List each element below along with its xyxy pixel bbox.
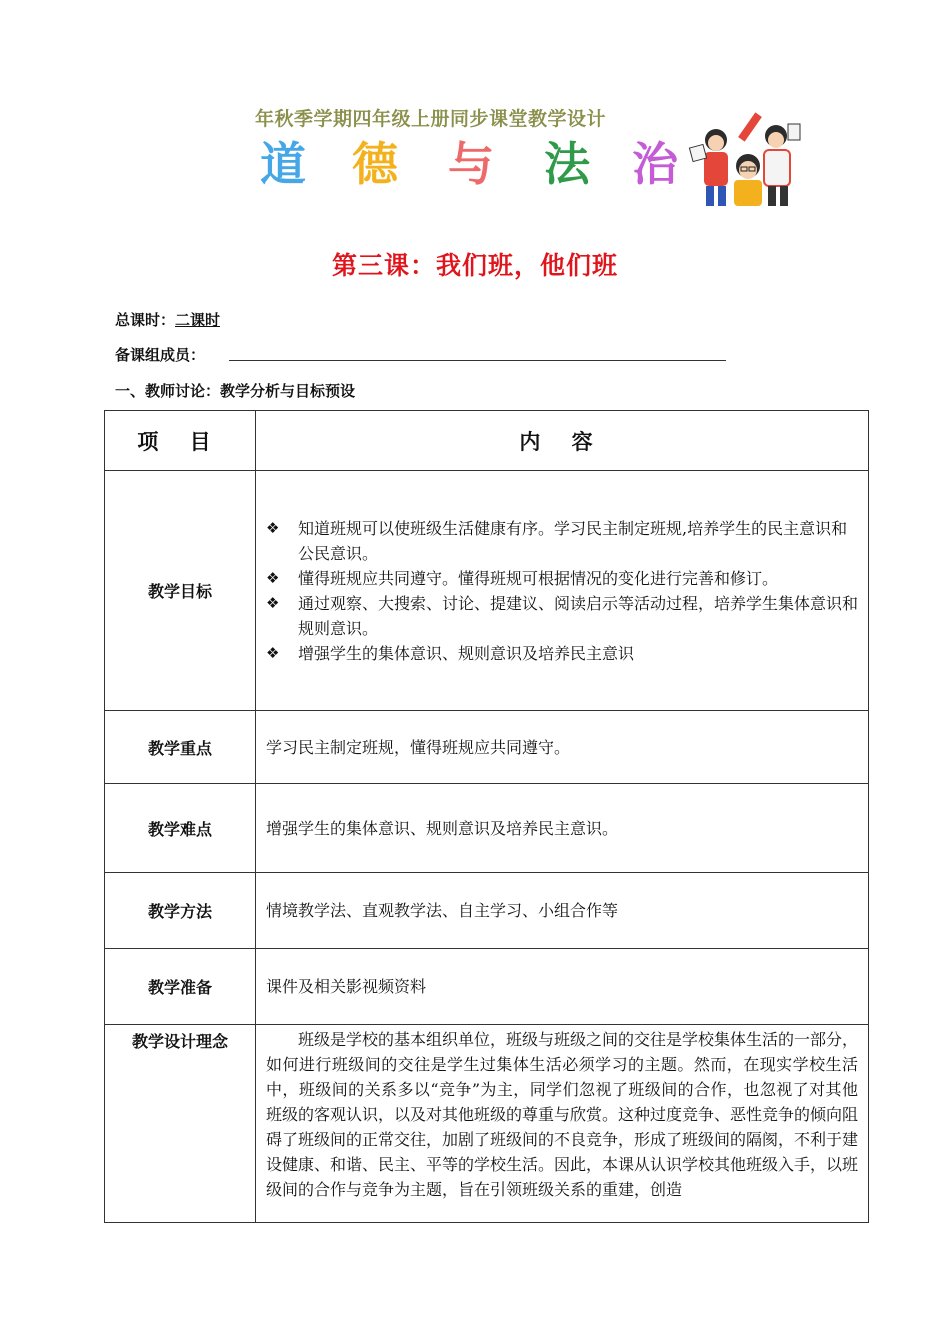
members-fill-line [229,360,726,361]
row-method [105,873,869,949]
goal-text: 知道班规可以使班级生活健康有序。学习民主制定班规,培养学生的民主意识和公民意识。 [298,518,848,563]
students-illustration [688,110,808,210]
goal-item [266,641,858,666]
header-content: 内 容 [256,411,869,471]
goal-item [266,591,858,641]
diamond-bullet-icon: ❖ [266,643,280,662]
subject-char: 治 [632,137,678,191]
goal-item [266,516,858,566]
diamond-bullet-icon: ❖ [266,518,280,537]
banner-subtitle: 年秋季学期四年级上册同步课堂教学设计 [255,108,607,130]
key-text: 学习民主制定班规，懂得班规应共同遵守。 [256,711,869,784]
subject-char: 德 [352,137,398,191]
hours-label: 总课时： [115,311,176,329]
difficulty-label: 教学难点 [105,784,256,873]
subject-char: 法 [544,137,590,191]
goals-label: 教学目标 [105,471,256,711]
hours-value: 二课时 [175,311,221,329]
prep-text: 课件及相关影视频资料 [256,949,869,1025]
row-difficulty [105,784,869,873]
goal-text: 通过观察、大搜索、讨论、提建议、阅读启示等活动过程，培养学生集体意识和规则意识。 [298,593,859,638]
goals-list [266,516,858,666]
members-line [115,344,205,365]
diamond-bullet-icon: ❖ [266,593,280,612]
goals-content [256,471,869,711]
subject-char: 与 [448,137,494,191]
key-label: 教学重点 [105,711,256,784]
concept-label: 教学设计理念 [105,1025,256,1223]
diamond-bullet-icon: ❖ [266,568,280,587]
subject-char: 道 [260,137,306,191]
row-key-points [105,711,869,784]
difficulty-text: 增强学生的集体意识、规则意识及培养民主意识。 [256,784,869,873]
goal-text: 增强学生的集体意识、规则意识及培养民主意识 [298,643,635,663]
section-heading: 一、教师讨论：教学分析与目标预设 [115,382,356,400]
members-label: 备课组成员： [115,346,206,364]
concept-cell [256,1025,869,1223]
header-item: 项 目 [105,411,256,471]
lesson-title: 第三课：我们班，他们班 [331,251,618,280]
method-text: 情境教学法、直观教学法、自主学习、小组合作等 [256,873,869,949]
goal-item [266,566,858,591]
total-hours [115,309,220,330]
concept-text: 班级是学校的基本组织单位，班级与班级之间的交往是学校集体生活的一部分，如何进行班级间的交往是学生过集体生活必须学习的主题。然而，在现实学校生活中，班级间的关系多以“竞争”为主，同学们忽视了班级间的合作，也忽视了对其他班级的客观认识，以及对其他班级的尊重与欣赏。这种过度竞争、恶性竞争的倾向阻碍了班级间的正常交往，加剧了班级间的不良竞争，形成了班级间的隔阂，不利于建设健康、和谐、民主、平等的学校生活。因此，本课从认识学校其他班级入手，以班级间的合作与竞争为主题，旨在引领班级关系的重建，创造 [266,1030,858,1199]
method-label: 教学方法 [105,873,256,949]
table-header-row [105,411,869,471]
prep-label: 教学准备 [105,949,256,1025]
row-design-concept [105,1025,869,1223]
goal-text: 懂得班规应共同遵守。懂得班规可根据情况的变化进行完善和修订。 [298,568,779,588]
row-preparation [105,949,869,1025]
lesson-plan-table [104,410,869,1223]
row-goals [105,471,869,711]
